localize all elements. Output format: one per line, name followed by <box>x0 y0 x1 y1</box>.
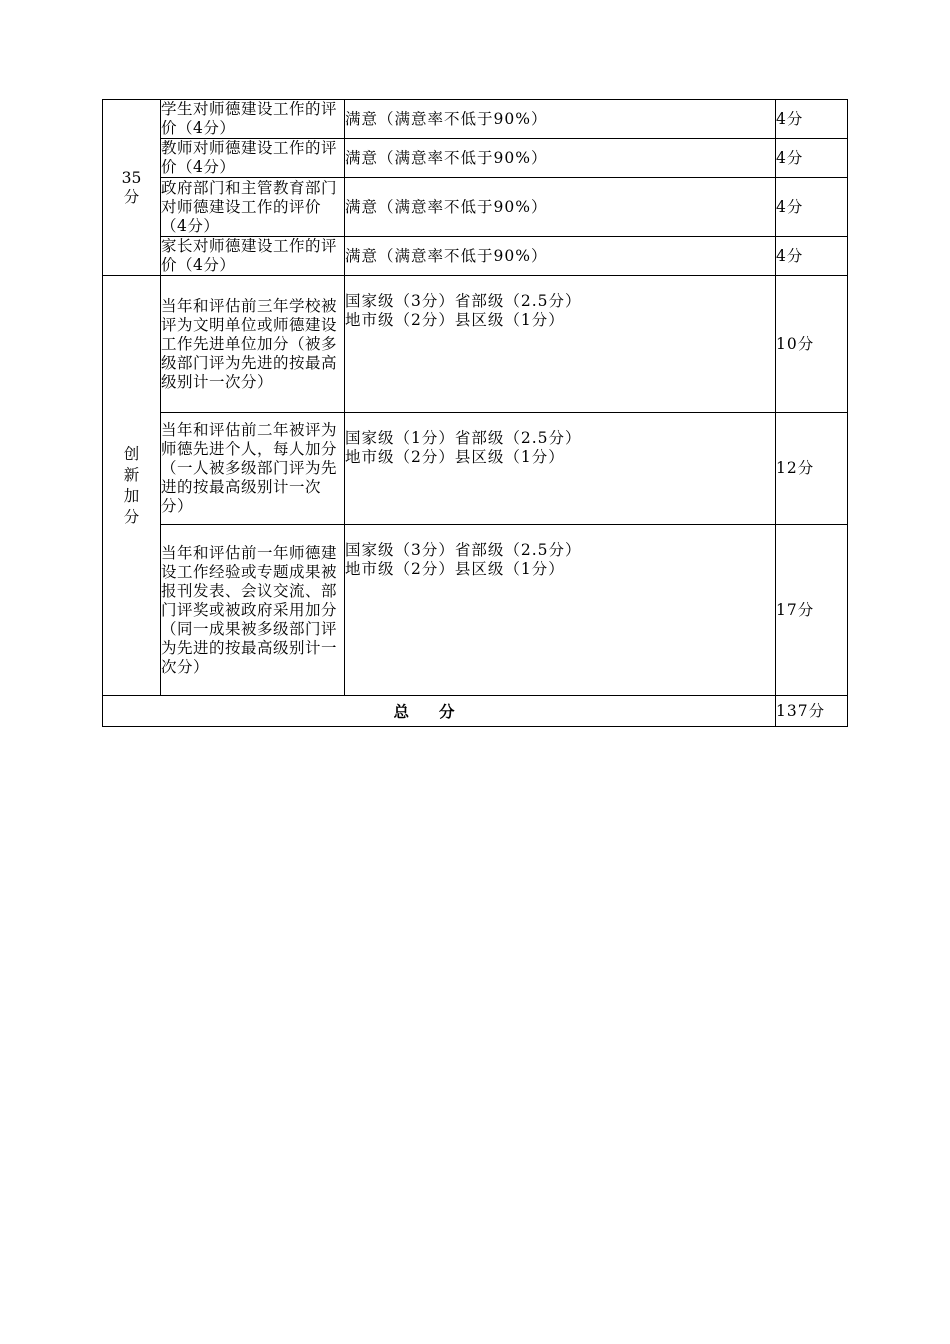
standard-line: 地市级（2分）县区级（1分） <box>345 560 565 578</box>
standard-cell: 满意（满意率不低于90%） <box>345 100 776 139</box>
table-row <box>103 413 848 525</box>
item-cell: 当年和评估前二年被评为师德先进个人，每人加分（一人被多级部门评为先进的按最高级别计一次分） <box>161 413 345 525</box>
points-cell: 4分 <box>776 100 848 139</box>
standard-cell: 满意（满意率不低于90%） <box>345 237 776 276</box>
category-label: 35分 <box>121 168 142 206</box>
points-cell: 4分 <box>776 139 848 178</box>
standard-line: 国家级（3分）省部级（2.5分） <box>345 541 582 559</box>
category-cell <box>103 276 161 696</box>
item-cell: 政府部门和主管教育部门对师德建设工作的评价（4分） <box>161 178 345 237</box>
table-row <box>103 525 848 696</box>
standard-cell <box>345 276 776 413</box>
standard-cell <box>345 525 776 696</box>
item-cell: 家长对师德建设工作的评价（4分） <box>161 237 345 276</box>
category-cell <box>103 100 161 276</box>
item-cell: 当年和评估前一年师德建设工作经验或专题成果被报刊发表、会议交流、部门评奖或被政府采用加分（同一成果被多级部门评为先进的按最高级别计一次分） <box>161 525 345 696</box>
item-cell: 当年和评估前三年学校被评为文明单位或师德建设工作先进单位加分（被多级部门评为先进的按最高级别计一次分） <box>161 276 345 413</box>
standard-line: 国家级（3分）省部级（2.5分） <box>345 292 582 310</box>
points-cell: 10分 <box>776 276 848 413</box>
standard-cell <box>345 413 776 525</box>
item-cell: 学生对师德建设工作的评价（4分） <box>161 100 345 139</box>
total-row <box>103 696 848 727</box>
category-label: 创新加分 <box>123 444 140 526</box>
standard-cell: 满意（满意率不低于90%） <box>345 139 776 178</box>
table-row <box>103 178 848 237</box>
table-row <box>103 276 848 413</box>
points-cell: 17分 <box>776 525 848 696</box>
item-cell: 教师对师德建设工作的评价（4分） <box>161 139 345 178</box>
standard-line: 地市级（2分）县区级（1分） <box>345 311 565 329</box>
points-cell: 4分 <box>776 237 848 276</box>
total-points: 137分 <box>776 696 848 727</box>
standard-line: 地市级（2分）县区级（1分） <box>345 448 565 466</box>
points-cell: 4分 <box>776 178 848 237</box>
points-cell: 12分 <box>776 413 848 525</box>
standard-cell: 满意（满意率不低于90%） <box>345 178 776 237</box>
total-label: 总分 <box>103 696 776 727</box>
table-row <box>103 139 848 178</box>
score-table <box>102 99 848 727</box>
standard-line: 国家级（1分）省部级（2.5分） <box>345 429 582 447</box>
table-row <box>103 237 848 276</box>
table-row <box>103 100 848 139</box>
